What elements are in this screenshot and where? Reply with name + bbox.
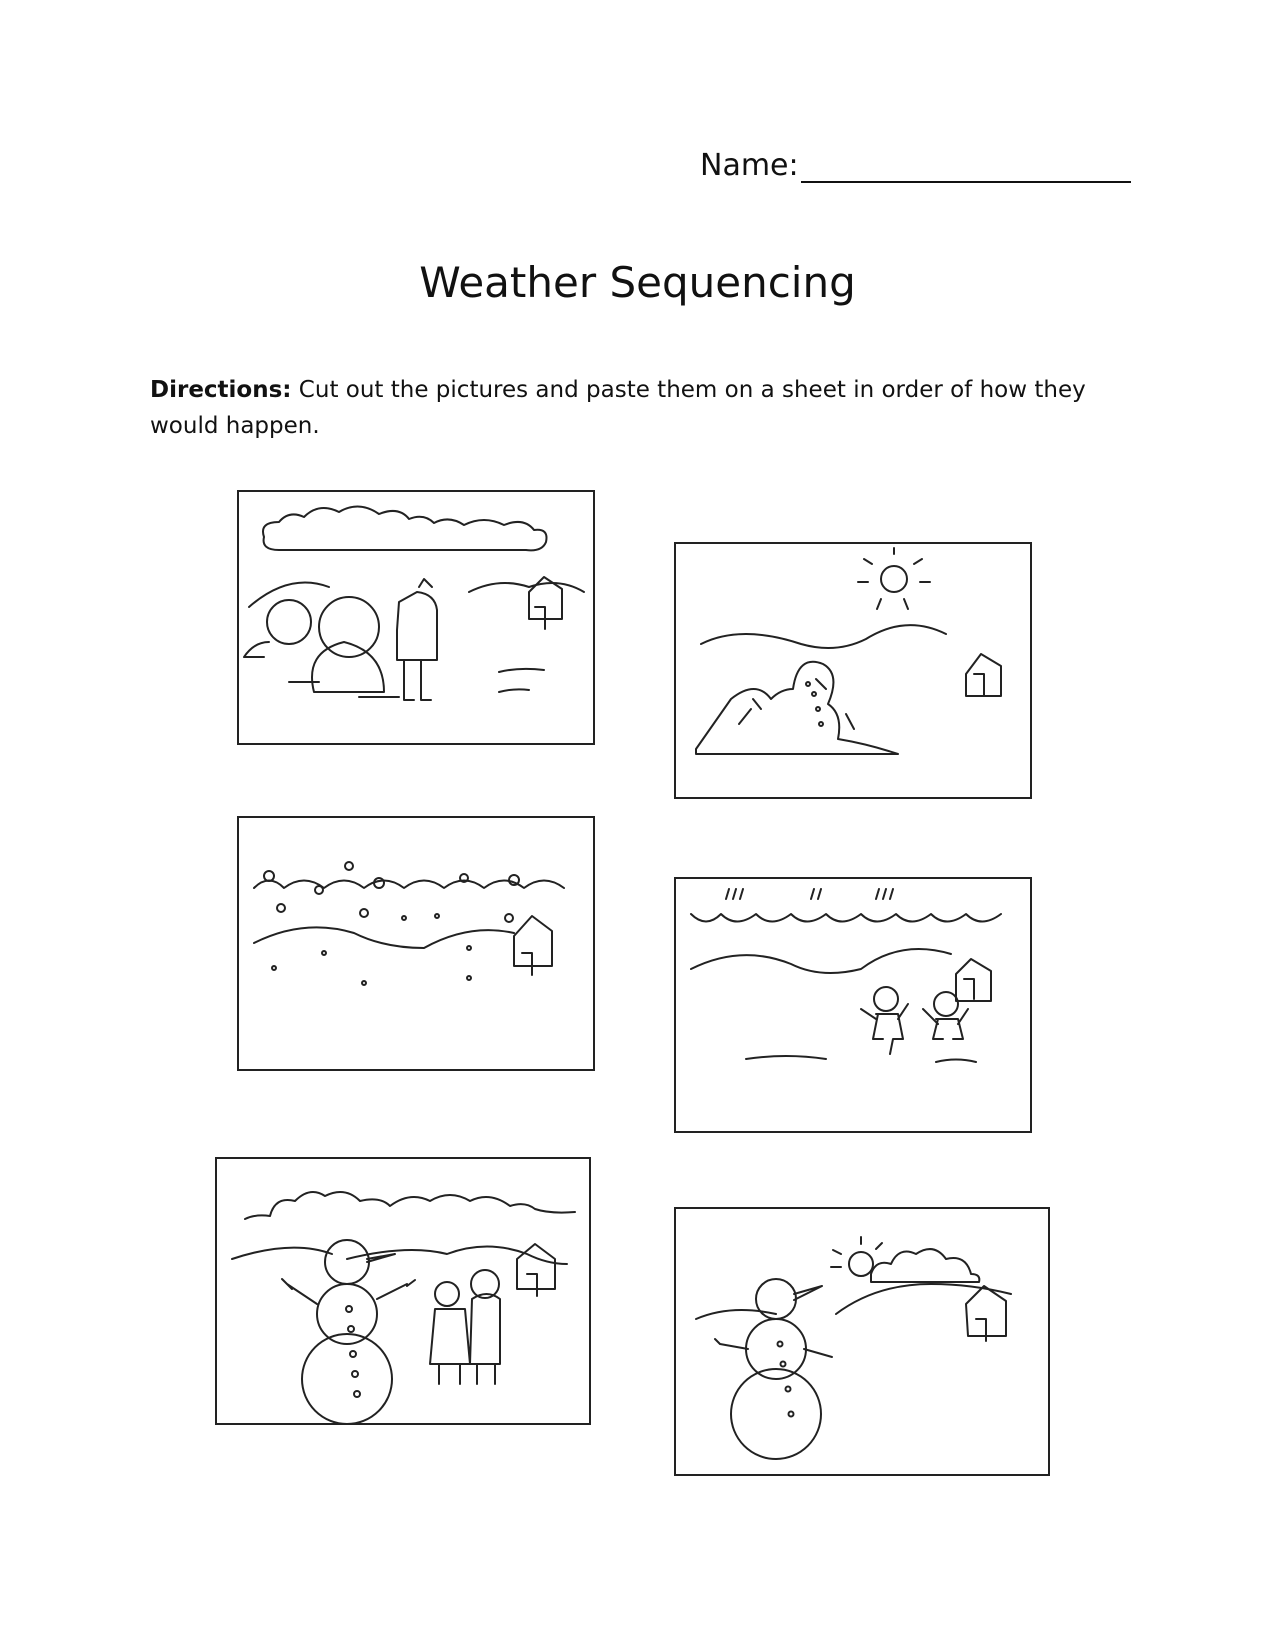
finished-snowman-picture [215,1157,591,1425]
name-blank-line [801,151,1131,183]
page-title [0,258,1275,307]
directions [150,372,1100,444]
kids-playing-picture [674,877,1032,1133]
name-field [700,148,1131,183]
directions-text: Cut out the pictures and paste them on a sheet in order of how they would happen. [150,377,1086,439]
snowman-building-picture [237,490,595,745]
snowman-sun-picture [674,1207,1050,1476]
page-title-text: Weather Sequencing [419,258,856,307]
directions-lead: Directions: [150,377,292,403]
snowfall-picture [237,816,595,1071]
name-label: Name: [700,148,799,183]
melted-snowman-picture [674,542,1032,799]
